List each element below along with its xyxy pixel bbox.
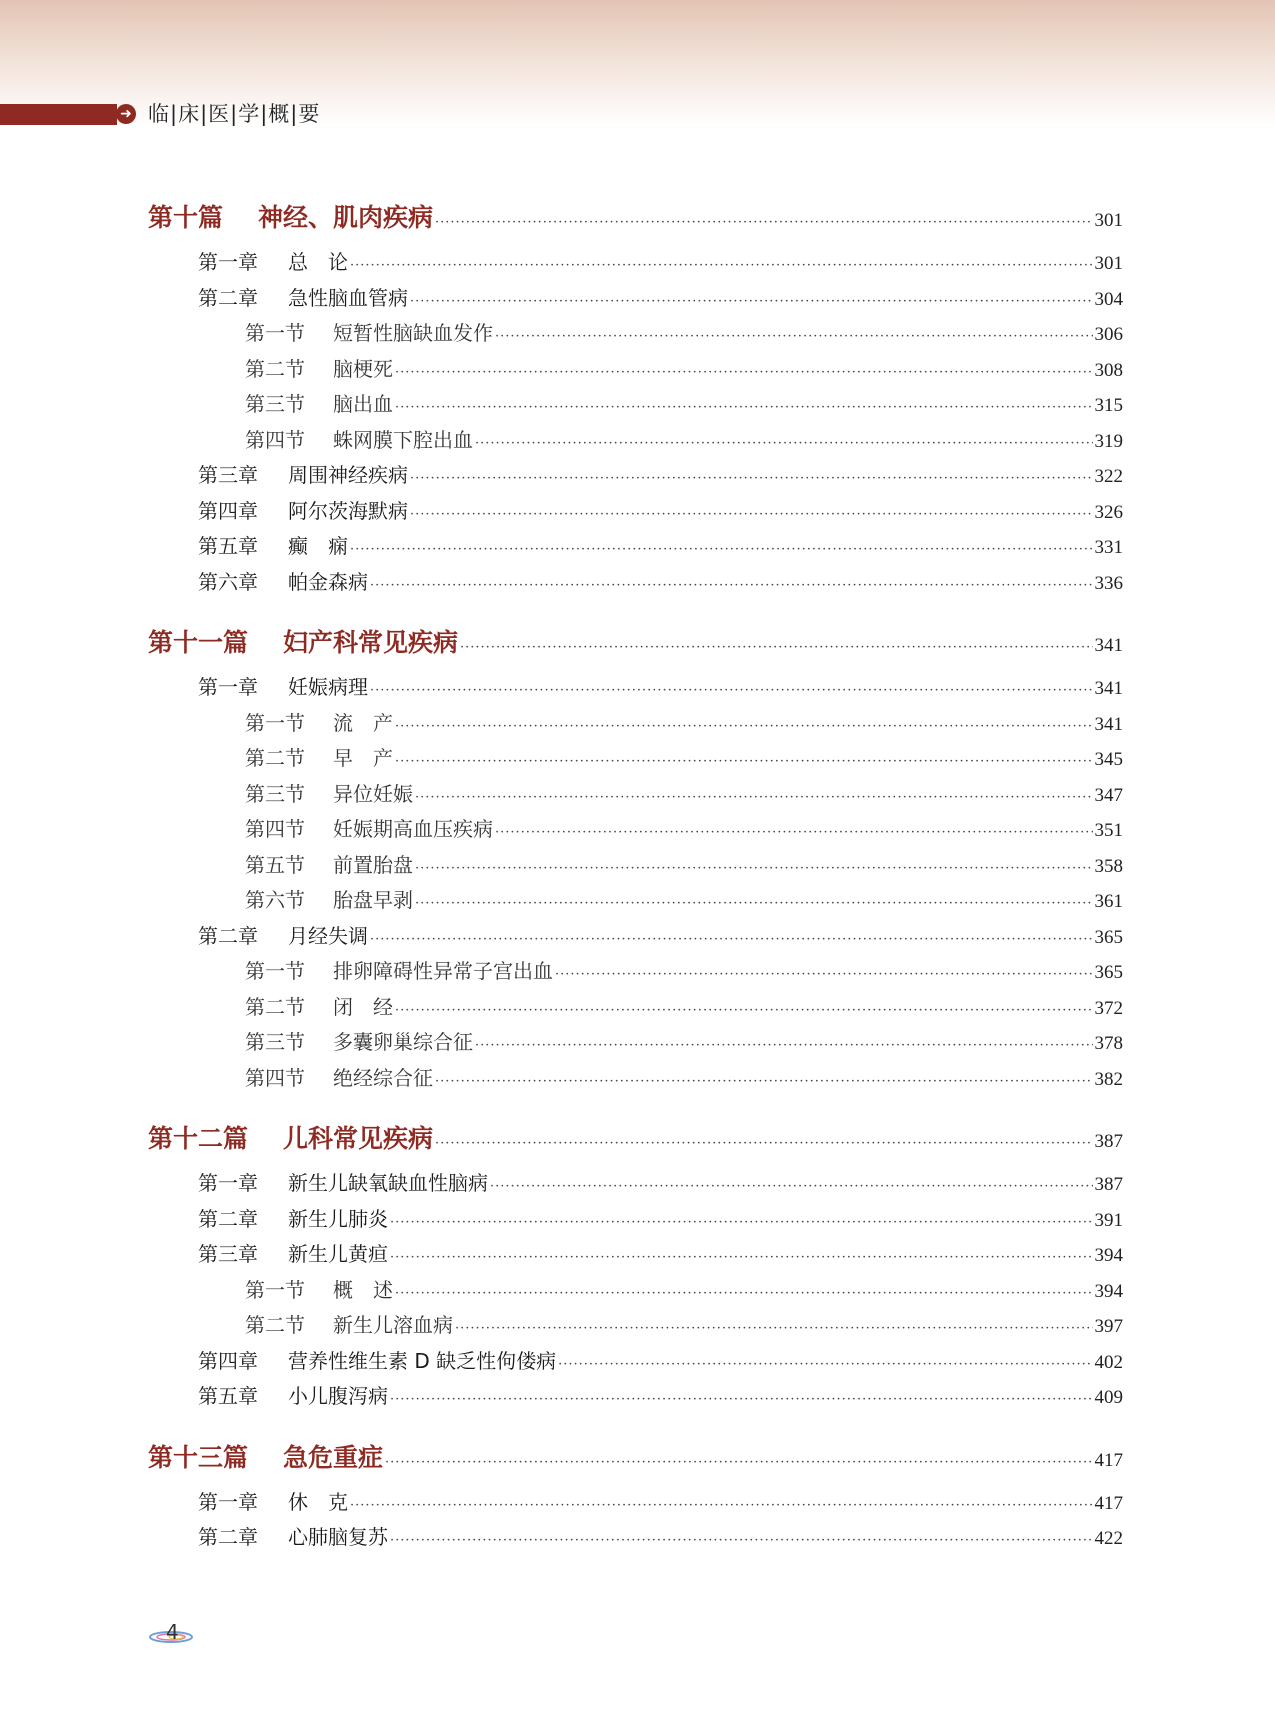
section-entry[interactable] — [148, 742, 1123, 778]
dot-leader — [350, 258, 1093, 273]
dot-leader — [410, 471, 1093, 486]
section-entry-title: 闭 经 — [333, 994, 393, 1019]
section-entry-page: 351 — [1094, 820, 1123, 841]
part-entry-title: 儿科常见疾病 — [283, 1124, 434, 1153]
page-number — [148, 1622, 202, 1648]
section-entry-page: 378 — [1094, 1033, 1123, 1054]
chapter-entry-label: 第五章 — [198, 1384, 258, 1408]
chapter-entry-page: 331 — [1094, 537, 1123, 558]
section-entry-page: 341 — [1094, 713, 1123, 735]
dot-leader — [495, 825, 1093, 840]
section-entry-label: 第一节 — [245, 321, 305, 345]
chapter-entry-page: 402 — [1094, 1351, 1123, 1373]
chapter-entry-label: 第一章 — [198, 675, 258, 699]
chapter-entry[interactable] — [148, 459, 1123, 495]
section-entry-label: 第三节 — [245, 781, 305, 806]
dot-leader — [370, 932, 1093, 947]
chapter-entry[interactable] — [148, 282, 1123, 318]
book-title: 临|床|医|学|概|要 — [148, 102, 321, 126]
chapter-entry-title: 总 论 — [288, 250, 348, 274]
chapter-entry-title: 月经失调 — [288, 923, 368, 948]
section-entry-title: 排卵障碍性异常子宫出血 — [333, 959, 553, 983]
part-entry-label: 第十一篇 — [148, 628, 249, 657]
section-entry[interactable] — [148, 353, 1123, 389]
chapter-entry[interactable] — [148, 671, 1123, 707]
section-entry[interactable] — [148, 1274, 1123, 1310]
section-entry-label: 第三节 — [245, 1030, 305, 1054]
chapter-entry-label: 第三章 — [198, 463, 258, 487]
chapter-entry-label: 第四章 — [198, 498, 258, 523]
section-entry-title: 绝经综合征 — [333, 1065, 433, 1090]
chapter-entry-label: 第三章 — [198, 1242, 258, 1266]
section-entry-title: 前置胎盘 — [333, 852, 413, 877]
chapter-entry-title: 妊娠病理 — [288, 675, 368, 699]
dot-leader — [495, 329, 1093, 344]
section-entry-label: 第二节 — [245, 356, 305, 381]
section-entry[interactable] — [148, 778, 1123, 814]
chapter-entry-title: 周围神经疾病 — [288, 463, 408, 487]
section-entry-page: 347 — [1094, 784, 1123, 806]
chapter-entry-title: 新生儿肺炎 — [288, 1206, 388, 1231]
dot-leader — [410, 294, 1093, 309]
section-entry[interactable] — [148, 317, 1123, 353]
arrow-right-icon: ➜ — [116, 104, 136, 124]
section-entry-page: 345 — [1094, 749, 1123, 770]
chapter-entry-title: 新生儿黄疸 — [288, 1242, 388, 1266]
part-entry[interactable] — [148, 1119, 1123, 1157]
section-entry-label: 第二节 — [245, 1313, 305, 1337]
section-entry-page: 306 — [1094, 324, 1123, 345]
chapter-entry-page: 304 — [1094, 288, 1123, 310]
section-entry[interactable] — [148, 1062, 1123, 1098]
part-entry-label: 第十三篇 — [148, 1442, 249, 1472]
dot-leader — [395, 400, 1093, 415]
chapter-entry-page: 422 — [1094, 1528, 1123, 1549]
chapter-entry-title: 阿尔茨海默病 — [288, 498, 408, 523]
dot-leader — [350, 542, 1093, 557]
section-entry-label: 第二节 — [245, 994, 305, 1019]
section-entry-title: 异位妊娠 — [333, 781, 413, 806]
section-entry[interactable] — [148, 1309, 1123, 1345]
section-entry[interactable] — [148, 707, 1123, 743]
dot-leader — [555, 967, 1093, 982]
chapter-entry-page: 387 — [1094, 1174, 1123, 1195]
chapter-entry[interactable] — [148, 1345, 1123, 1381]
section-entry-page: 365 — [1094, 962, 1123, 983]
chapter-entry-page: 322 — [1094, 466, 1123, 487]
section-entry-title: 蛛网膜下腔出血 — [333, 427, 473, 452]
table-of-contents — [148, 190, 1123, 1557]
dot-leader — [390, 1392, 1093, 1407]
section-entry[interactable] — [148, 813, 1123, 849]
section-entry-page: 372 — [1094, 997, 1123, 1019]
chapter-entry-title: 小儿腹泻病 — [288, 1384, 388, 1408]
part-entry-page: 301 — [1094, 210, 1123, 231]
dot-leader — [370, 683, 1093, 698]
section-entry-label: 第四节 — [245, 1065, 305, 1090]
chapter-entry-title: 新生儿缺氧缺血性脑病 — [288, 1171, 488, 1195]
header-accent-bar — [0, 104, 117, 125]
chapter-entry-label: 第五章 — [198, 534, 258, 558]
section-entry-label: 第六节 — [245, 888, 305, 912]
chapter-entry[interactable] — [148, 495, 1123, 531]
dot-leader — [558, 1357, 1092, 1372]
chapter-entry-label: 第二章 — [198, 923, 258, 948]
section-entry-page: 382 — [1094, 1068, 1123, 1090]
part-entry-page: 387 — [1094, 1131, 1123, 1152]
part-spacer — [148, 1416, 1123, 1430]
section-entry-label: 第三节 — [245, 392, 305, 416]
section-entry-page: 361 — [1094, 891, 1123, 912]
section-entry-page: 319 — [1094, 430, 1123, 452]
dot-leader — [395, 365, 1093, 380]
chapter-entry-title: 心肺脑复苏 — [288, 1525, 388, 1549]
dot-leader — [415, 790, 1093, 805]
part-spacer — [148, 1097, 1123, 1111]
part-entry-title: 急危重症 — [283, 1442, 384, 1472]
section-entry-title: 妊娠期高血压疾病 — [333, 817, 493, 841]
section-entry-title: 早 产 — [333, 746, 393, 770]
part-entry[interactable] — [148, 623, 1123, 661]
dot-leader — [395, 1003, 1093, 1018]
part-entry[interactable] — [148, 1438, 1123, 1476]
dot-leader — [455, 1321, 1093, 1336]
dot-leader — [435, 1074, 1093, 1089]
chapter-entry[interactable] — [148, 1167, 1123, 1203]
chapter-entry-page: 326 — [1094, 501, 1123, 523]
section-entry-label: 第二节 — [245, 746, 305, 770]
page-number-text: 4 — [166, 1620, 179, 1644]
chapter-entry-title: 营养性维生素 D 缺乏性佝偻病 — [288, 1348, 557, 1373]
section-entry[interactable] — [148, 1026, 1123, 1062]
chapter-entry[interactable] — [148, 920, 1123, 956]
dot-leader — [475, 436, 1093, 451]
section-entry[interactable] — [148, 424, 1123, 460]
section-entry[interactable] — [148, 849, 1123, 885]
chapter-entry[interactable] — [148, 566, 1123, 602]
dot-leader — [415, 861, 1093, 876]
chapter-entry-title: 帕金森病 — [288, 569, 368, 594]
chapter-entry-title: 休 克 — [288, 1489, 348, 1514]
chapter-entry[interactable] — [148, 246, 1123, 282]
section-entry-label: 第四节 — [245, 817, 305, 841]
chapter-entry-label: 第四章 — [198, 1348, 258, 1373]
section-entry-title: 脑出血 — [333, 392, 393, 416]
section-entry-label: 第四节 — [245, 427, 305, 452]
part-entry-title: 神经、肌肉疾病 — [258, 203, 434, 232]
chapter-entry-label: 第一章 — [198, 1489, 258, 1514]
chapter-entry-title: 癫 痫 — [288, 534, 348, 558]
section-entry-page: 397 — [1094, 1316, 1123, 1337]
dot-leader — [435, 1136, 1092, 1151]
chapter-entry-label: 第二章 — [198, 1206, 258, 1231]
part-entry-label: 第十篇 — [148, 203, 224, 232]
dot-leader — [390, 1215, 1093, 1230]
section-entry-title: 多囊卵巢综合征 — [333, 1030, 473, 1054]
section-entry[interactable] — [148, 991, 1123, 1027]
section-entry-label: 第一节 — [245, 959, 305, 983]
section-entry-title: 胎盘早剥 — [333, 888, 413, 912]
section-entry[interactable] — [148, 388, 1123, 424]
part-entry-label: 第十二篇 — [148, 1124, 249, 1153]
section-entry[interactable] — [148, 955, 1123, 991]
dot-leader — [475, 1038, 1093, 1053]
dot-leader — [395, 1286, 1093, 1301]
section-entry-title: 流 产 — [333, 710, 393, 735]
chapter-entry[interactable] — [148, 1203, 1123, 1239]
section-entry-title: 新生儿溶血病 — [333, 1313, 453, 1337]
dot-leader — [385, 1455, 1092, 1470]
section-entry-title: 短暂性脑缺血发作 — [333, 321, 493, 345]
dot-leader — [410, 507, 1093, 522]
chapter-entry-label: 第二章 — [198, 285, 258, 310]
chapter-entry-label: 第六章 — [198, 569, 258, 594]
dot-leader — [415, 896, 1093, 911]
section-entry-label: 第一节 — [245, 710, 305, 735]
dot-leader — [435, 215, 1092, 230]
section-entry-label: 第一节 — [245, 1277, 305, 1302]
section-entry-page: 315 — [1094, 395, 1123, 416]
chapter-entry-page: 301 — [1094, 253, 1123, 274]
section-entry-page: 394 — [1094, 1280, 1123, 1302]
chapter-entry-page: 341 — [1094, 678, 1123, 699]
dot-leader — [460, 640, 1092, 655]
chapter-entry[interactable] — [148, 1521, 1123, 1557]
dot-leader — [395, 719, 1093, 734]
section-entry[interactable] — [148, 884, 1123, 920]
part-spacer — [148, 601, 1123, 615]
part-entry-page: 417 — [1094, 1449, 1123, 1471]
section-entry-title: 概 述 — [333, 1277, 393, 1302]
chapter-entry-label: 第二章 — [198, 1525, 258, 1549]
section-entry-page: 308 — [1094, 359, 1123, 381]
chapter-entry[interactable] — [148, 1380, 1123, 1416]
chapter-entry[interactable] — [148, 1486, 1123, 1522]
dot-leader — [395, 754, 1093, 769]
chapter-entry[interactable] — [148, 1238, 1123, 1274]
section-entry-label: 第五节 — [245, 852, 305, 877]
chapter-entry[interactable] — [148, 530, 1123, 566]
chapter-entry-label: 第一章 — [198, 250, 258, 274]
dot-leader — [390, 1250, 1093, 1265]
chapter-entry-title: 急性脑血管病 — [288, 285, 408, 310]
section-entry-page: 358 — [1094, 855, 1123, 877]
chapter-entry-page: 409 — [1094, 1387, 1123, 1408]
part-entry[interactable] — [148, 198, 1123, 236]
dot-leader — [350, 1498, 1093, 1513]
chapter-entry-page: 336 — [1094, 572, 1123, 594]
part-entry-title: 妇产科常见疾病 — [283, 628, 459, 657]
dot-leader — [490, 1179, 1093, 1194]
chapter-entry-label: 第一章 — [198, 1171, 258, 1195]
dot-leader — [370, 578, 1093, 593]
chapter-entry-page: 417 — [1094, 1492, 1123, 1514]
chapter-entry-page: 365 — [1094, 926, 1123, 948]
chapter-entry-page: 394 — [1094, 1245, 1123, 1266]
section-entry-title: 脑梗死 — [333, 356, 393, 381]
chapter-entry-page: 391 — [1094, 1209, 1123, 1231]
dot-leader — [390, 1533, 1093, 1548]
part-entry-page: 341 — [1094, 635, 1123, 656]
